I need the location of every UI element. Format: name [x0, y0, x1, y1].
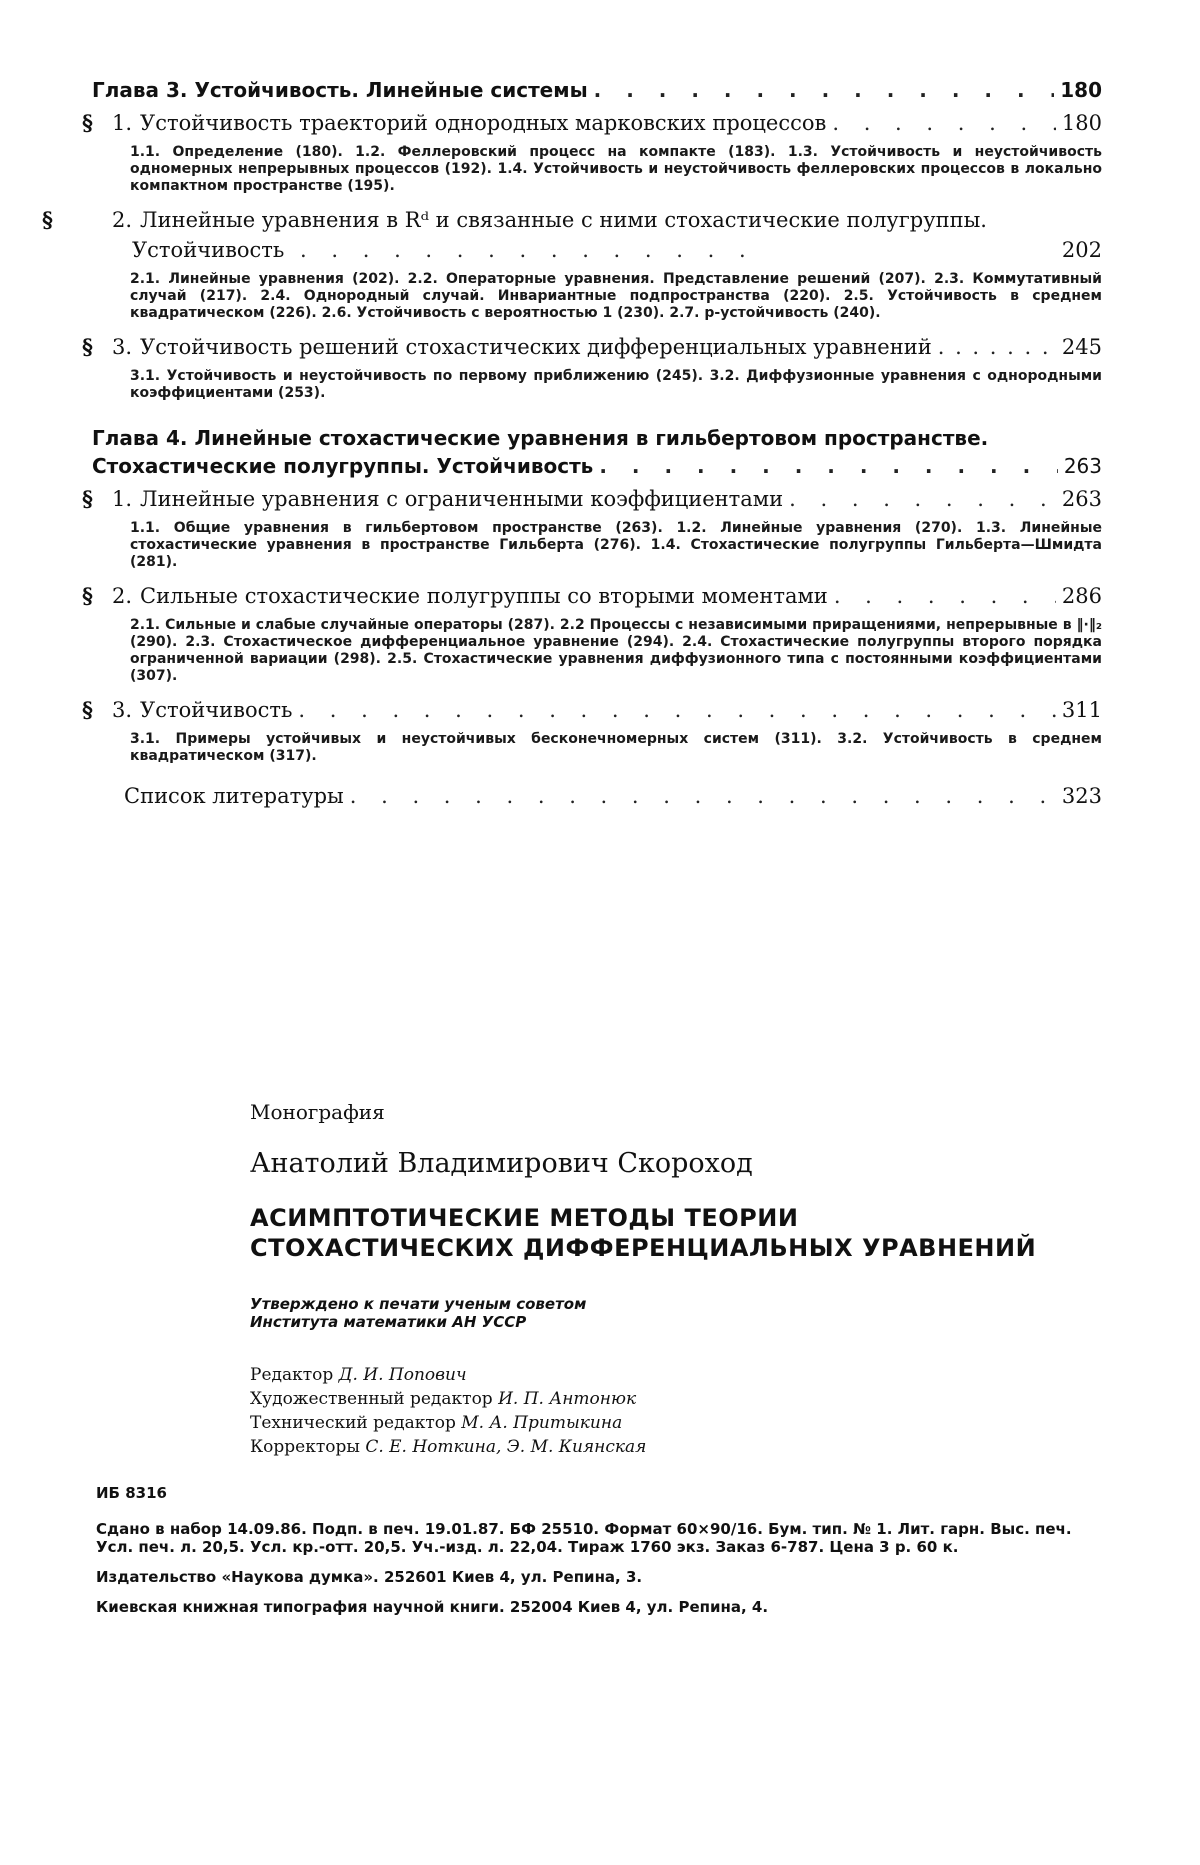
dot-leader: [599, 452, 1057, 480]
dot-leader: [832, 108, 1056, 138]
subsection-list: 3.1. Устойчивость и неустойчивость по первому приближению (245). 3.2. Диффузионные уравнения с однородными коэффициентами (253).: [130, 368, 1102, 401]
section-title: Сильные стохастические полугруппы со вторыми моментами: [140, 584, 828, 608]
colophon: [250, 1100, 1150, 1459]
section-symbol: §: [42, 207, 53, 232]
imprint-printer: Киевская книжная типография научной книги. 252004 Киев 4, ул. Репина, 4.: [96, 1598, 769, 1616]
chapter-title-line2: Стохастические полугруппы. Устойчивость: [92, 454, 594, 478]
section-title: Устойчивость: [140, 698, 293, 722]
book-title-line1: АСИМПТОТИЧЕСКИЕ МЕТОДЫ ТЕОРИИ: [250, 1204, 799, 1232]
imprint-print-data: Сдано в набор 14.09.86. Подп. в печ. 19.01.87. БФ 25510. Формат 60×90/16. Бум. тип. № 1. Лит. гарн. Выс. печ. Усл. печ. л. 20,5. Усл. кр.-отт. 20,5. Уч.-изд. л. 22,04. Тираж 1760 экз. Заказ 6-787. Цена 3 р. 60 к.: [96, 1520, 1072, 1556]
dot-leader: [938, 332, 1056, 362]
section-number: 3.: [112, 335, 133, 359]
section-title: Устойчивость решений стохастических дифференциальных уравнений: [140, 335, 932, 359]
approval-line1: Утверждено к печати ученым советом: [250, 1295, 587, 1313]
toc-section-4-1: [82, 484, 1102, 514]
subsection-list: 2.1. Линейные уравнения (202). 2.2. Операторные уравнения. Представление решений (207). 2.3. Коммутативный случай (217). 2.4. Однородный случай. Инвариантные подпространства (220). 2.5. Устойчивость в среднем квадратическом (226). 2.6. Устойчивость с вероятностью 1 (230). 2.7. p-устойчивость (240).: [130, 271, 1102, 321]
toc-section-3-1: [82, 108, 1102, 138]
credit-label: Технический редактор: [250, 1413, 456, 1433]
section-title: Линейные уравнения в Rᵈ и связанные с ними стохастические полугруппы. Устойчивость: [132, 208, 987, 262]
bibliography-title: Список литературы: [124, 784, 344, 808]
section-number: 2.: [112, 584, 133, 608]
page-number: 263: [1063, 454, 1102, 478]
subsection-list: 2.1. Сильные и слабые случайные операторы (287). 2.2 Процессы с независимыми приращениями, непрерывные в ‖·‖₂ (290). 2.3. Стохастическое дифференциальное уравнение (294). 2.4. Стохастические полугруппы второго порядка ограниченной вариации (298). 2.5. Стохастические уравнения диффузионного типа с постоянными коэффициентами (307).: [130, 617, 1102, 684]
toc-chapter-4: [92, 424, 1102, 480]
section-title: Линейные уравнения с ограниченными коэффициентами: [140, 487, 784, 511]
imprint: [96, 1520, 1106, 1628]
toc-section-4-3: [82, 695, 1102, 725]
chapter-title-line1: Глава 4. Линейные стохастические уравнения в гильбертовом пространстве.: [92, 426, 989, 450]
page-number: 180: [1060, 78, 1102, 102]
toc-chapter-3: [92, 76, 1102, 104]
section-symbol: §: [82, 697, 93, 722]
subsection-list: 1.1. Определение (180). 1.2. Феллеровский процесс на компакте (183). 1.3. Устойчивость и неустойчивость одномерных непрерывных процессов (192). 1.4. Устойчивость и неустойчивость феллеровских процессов в локально компактном пространстве (195).: [130, 144, 1102, 194]
imprint-publisher: Издательство «Наукова думка». 252601 Киев 4, ул. Репина, 3.: [96, 1568, 643, 1586]
section-symbol: §: [82, 110, 93, 135]
credit-art-editor: [250, 1387, 1150, 1411]
page-number: 323: [1061, 784, 1102, 808]
section-number: 3.: [112, 698, 133, 722]
credit-label: Редактор: [250, 1365, 334, 1385]
dot-leader: [594, 76, 1055, 104]
section-number: 1.: [112, 487, 133, 511]
table-of-contents: [42, 76, 1102, 811]
toc-section-3-3: [82, 332, 1102, 362]
book-title-line2: СТОХАСТИЧЕСКИХ ДИФФЕРЕНЦИАЛЬНЫХ УРАВНЕНИЙ: [250, 1234, 1037, 1262]
subsection-list: 3.1. Примеры устойчивых и неустойчивых бесконечномерных систем (311). 3.2. Устойчивость в среднем квадратическом (317).: [130, 731, 1102, 764]
section-symbol: §: [82, 583, 93, 608]
credit-tech-editor: [250, 1411, 1150, 1435]
toc-section-4-2: [82, 581, 1102, 611]
genre-label: Монография: [250, 1100, 385, 1124]
section-title: Устойчивость траекторий однородных марковских процессов: [140, 111, 827, 135]
page-number: 311: [1061, 698, 1102, 722]
credit-label: Художественный редактор: [250, 1389, 493, 1409]
page-number: 202: [1061, 238, 1102, 262]
section-symbol: §: [82, 486, 93, 511]
credit-proofreaders: [250, 1435, 1150, 1459]
dot-leader: [789, 484, 1056, 514]
ib-number: ИБ 8316: [96, 1484, 167, 1502]
credits: [250, 1363, 1150, 1459]
credit-person: И. П. Антонюк: [498, 1389, 637, 1409]
section-number: 1.: [112, 111, 133, 135]
dot-leader: [834, 581, 1056, 611]
approval-note: [250, 1295, 1150, 1331]
approval-line2: Института математики АН УССР: [250, 1313, 527, 1331]
author-name: Анатолий Владимирович Скороход: [250, 1148, 753, 1179]
subsection-list: 1.1. Общие уравнения в гильбертовом пространстве (263). 1.2. Линейные уравнения (270). 1.3. Линейные стохастические уравнения в пространстве Гильберта (276). 1.4. Стохастические полугруппы Гильберта—Шмидта (281).: [130, 520, 1102, 570]
credit-editor: [250, 1363, 1150, 1387]
credit-person: С. Е. Ноткина, Э. М. Киянская: [365, 1437, 647, 1457]
credit-person: Д. И. Попович: [338, 1365, 467, 1385]
page-number: 263: [1061, 487, 1102, 511]
dot-leader: [350, 781, 1056, 811]
toc-section-3-2: § 2. Линейные уравнения в Rᵈ и связанные с ними стохастические полугруппы. Устойчивость . . . . . . . . . . . . . . . 202: [92, 205, 1102, 265]
page-number: 180: [1061, 111, 1102, 135]
credit-label: Корректоры: [250, 1437, 360, 1457]
page-number: 286: [1061, 584, 1102, 608]
credit-person: М. А. Притыкина: [461, 1413, 623, 1433]
section-number: 2.: [112, 208, 133, 232]
page-number: 245: [1061, 335, 1102, 359]
book-title: [250, 1203, 1150, 1263]
chapter-title: Глава 3. Устойчивость. Линейные системы: [92, 78, 588, 102]
toc-bibliography: [124, 781, 1102, 811]
section-symbol: §: [82, 334, 93, 359]
dot-leader: [298, 695, 1056, 725]
